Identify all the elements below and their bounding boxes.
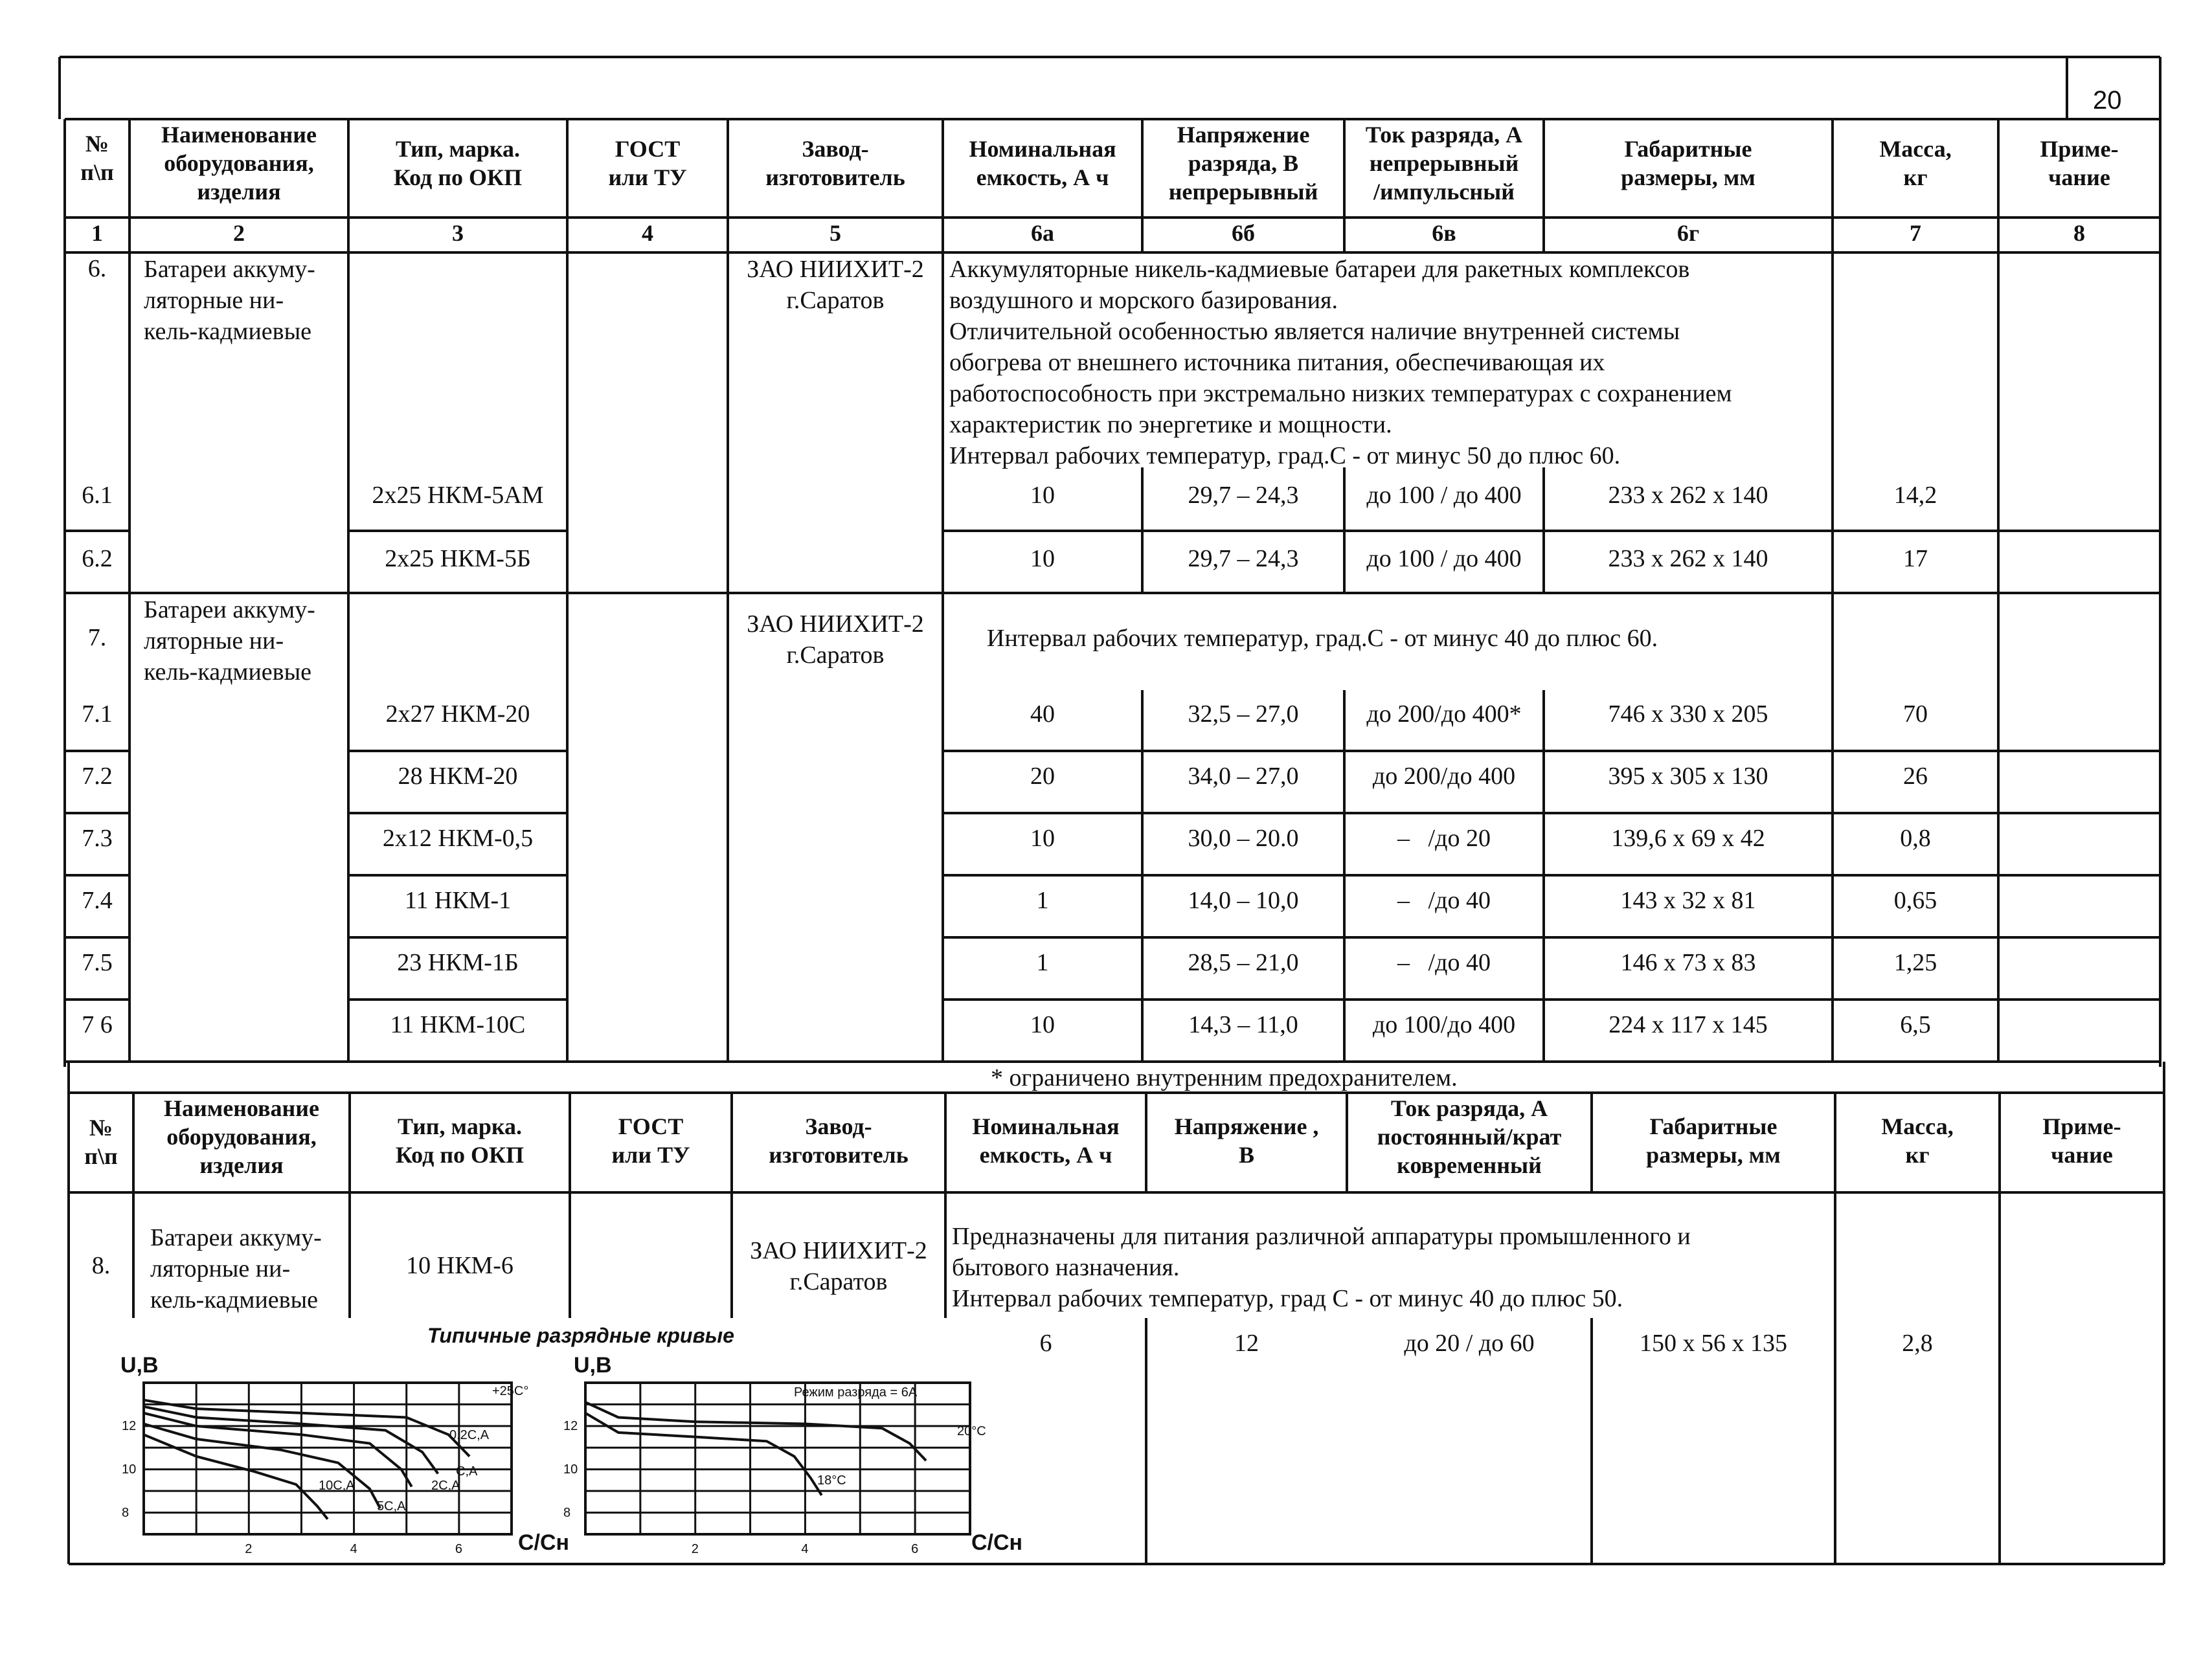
row-type: 23 НКМ-1Б [397, 949, 519, 976]
x-tick-label: 4 [350, 1542, 357, 1556]
colnum-5: 5 [830, 220, 841, 246]
row-voltage: 12 [1234, 1330, 1259, 1357]
y-tick-label: 8 [563, 1505, 571, 1520]
row-type: 2х27 НКМ-20 [385, 700, 530, 728]
colnum-8: 8 [2073, 220, 2085, 246]
row-current: до 200/до 400 [1372, 763, 1516, 790]
chart2-ylabel: U,B [574, 1353, 612, 1378]
row-voltage: 29,7 – 24,3 [1188, 545, 1299, 572]
row-current: до 200/до 400* [1366, 700, 1522, 728]
row-capacity: 6 [1039, 1330, 1052, 1357]
chart1-ylabel: U,B [120, 1353, 159, 1378]
row-no: 7.2 [82, 763, 113, 790]
row-capacity: 10 [1030, 482, 1055, 509]
y-tick-label: 12 [563, 1418, 578, 1433]
header-no: № п\п [80, 131, 114, 185]
chart2-xlabel: С/Сн [971, 1530, 1023, 1555]
row-mass: 0,8 [1900, 825, 1931, 852]
x-tick-label: 4 [801, 1542, 809, 1556]
chart1-annotation: 2С,А [431, 1479, 460, 1493]
row-no: 7.5 [82, 949, 113, 976]
colnum-4: 4 [642, 220, 653, 246]
y-tick-label: 12 [122, 1418, 137, 1433]
colnum-6g: 6г [1676, 220, 1700, 246]
header2-gost: ГОСТ или ТУ [611, 1113, 690, 1168]
header2-dimensions: Габаритные размеры, мм [1646, 1113, 1781, 1168]
row-voltage: 29,7 – 24,3 [1188, 482, 1299, 509]
footnote: * ограничено внутренним предохранителем. [991, 1064, 1458, 1091]
header-current: Ток разряда, А непрерывный /импульсный [1365, 122, 1523, 205]
colnum-6v: 6в [1432, 220, 1456, 246]
row-mass: 1,25 [1893, 949, 1937, 976]
chart1-annotation: 0.2С,А [449, 1428, 490, 1442]
row-dimensions: 150 х 56 х 135 [1640, 1330, 1787, 1357]
chart1-annotation: 5С,А [377, 1499, 406, 1514]
group7-maker: ЗАО НИИХИТ-2 г.Саратов [747, 610, 924, 669]
charts-caption: Типичные разрядные кривые [427, 1324, 734, 1347]
row-no: 7 6 [82, 1011, 113, 1038]
group6-desc-line: воздушного и морского базирования. [949, 287, 1338, 314]
row-voltage: 32,5 – 27,0 [1188, 700, 1299, 728]
header2-current: Ток разряда, А постоянный/крат ковременный [1377, 1095, 1562, 1178]
row-capacity: 40 [1030, 700, 1055, 728]
row-voltage: 14,3 – 11,0 [1188, 1011, 1298, 1038]
row-no: 6.1 [82, 482, 113, 509]
header2-maker: Завод- изготовитель [769, 1113, 909, 1168]
header2-name: Наименование оборудования, изделия [164, 1095, 319, 1178]
colnum-6a: 6а [1031, 220, 1054, 246]
row-dimensions: 746 х 330 х 205 [1608, 700, 1768, 728]
row-current: – /до 40 [1397, 887, 1491, 914]
chart1-annotation: +25С° [492, 1384, 529, 1398]
x-tick-label: 6 [911, 1542, 919, 1556]
row-capacity: 1 [1036, 949, 1049, 976]
group6-maker: ЗАО НИИХИТ-2 г.Саратов [747, 256, 924, 314]
group6-name: Батареи аккуму- ляторные ни- кель-кадмиевые [144, 256, 315, 345]
series-line [585, 1402, 926, 1460]
row-mass: 14,2 [1893, 482, 1937, 509]
group8-name: Батареи аккуму- ляторные ни- кель-кадмиевые [150, 1224, 322, 1313]
header2-voltage: Напряжение , В [1174, 1113, 1319, 1168]
row-type: 11 НКМ-1 [404, 887, 512, 914]
chart2-annotation: 20°С [957, 1424, 986, 1438]
row-type: 28 НКМ-20 [398, 763, 518, 790]
chart1-annotation: С,А [456, 1464, 478, 1479]
row-mass: 6,5 [1900, 1011, 1931, 1038]
group8-no: 8. [91, 1252, 111, 1279]
row-no: 6.2 [82, 545, 113, 572]
chart1-xlabel: С/Сн [518, 1530, 570, 1555]
row-current: до 20 / до 60 [1404, 1330, 1535, 1357]
row-dimensions: 143 х 32 х 81 [1620, 887, 1756, 914]
header-mass: Масса, кг [1879, 136, 1952, 190]
row-voltage: 28,5 – 21,0 [1188, 949, 1299, 976]
row-mass: 26 [1903, 763, 1928, 790]
x-tick-label: 2 [691, 1542, 699, 1556]
series-line [144, 1424, 380, 1508]
row-mass: 70 [1903, 700, 1928, 728]
row-capacity: 10 [1030, 1011, 1055, 1038]
colnum-6b: 6б [1232, 220, 1255, 246]
header2-capacity: Номинальная емкость, А ч [972, 1113, 1120, 1168]
row-type: 2х12 НКМ-0,5 [382, 825, 534, 852]
header-name: Наименование оборудования, изделия [161, 122, 317, 205]
group6-desc-line: Интервал рабочих температур, град.С - от минус 50 до плюс 60. [949, 442, 1621, 469]
header2-type: Тип, марка. Код по ОКП [395, 1113, 525, 1168]
header-note: Приме- чание [2040, 136, 2119, 190]
group7-description: Интервал рабочих температур, град.С - от минус 40 до плюс 60. [987, 625, 1658, 652]
header-maker: Завод- изготовитель [765, 136, 905, 190]
header-dimensions: Габаритные размеры, мм [1621, 136, 1755, 190]
row-voltage: 14,0 – 10,0 [1188, 887, 1299, 914]
row-current: до 100/до 400 [1372, 1011, 1516, 1038]
header-voltage: Напряжение разряда, В непрерывный [1168, 122, 1318, 205]
colnum-3: 3 [452, 220, 464, 246]
group6-desc-line: работоспособность при экстремально низких температурах с сохранением [949, 380, 1732, 407]
group8-desc-line: Интервал рабочих температур, град С - от минус 40 до плюс 50. [952, 1285, 1623, 1312]
discharge-curves-chart-right [585, 1383, 970, 1534]
group6-desc-line: обогрева от внешнего источника питания, обеспечивающая их [949, 349, 1605, 376]
row-voltage: 34,0 – 27,0 [1188, 763, 1299, 790]
group6-desc-line: характеристик по энергетике и мощности. [949, 411, 1392, 438]
row-capacity: 20 [1030, 763, 1055, 790]
chart1-annotation: 10С,А [319, 1479, 355, 1493]
row-current: до 100 / до 400 [1366, 545, 1522, 572]
colnum-1: 1 [91, 220, 103, 246]
row-current: – /до 20 [1397, 825, 1491, 852]
header-capacity: Номинальная емкость, А ч [969, 136, 1116, 190]
group6-desc-line: Аккумуляторные никель-кадмиевые батареи для ракетных комплексов [949, 256, 1690, 283]
group8-desc-line: бытового назначения. [952, 1254, 1180, 1281]
row-type: 2х25 НКМ-5АМ [372, 482, 544, 509]
group6-desc-line: Отличительной особенностью является наличие внутренней системы [949, 318, 1680, 345]
row-no: 7.3 [82, 825, 113, 852]
row-capacity: 1 [1036, 887, 1049, 914]
group7-no: 7. [87, 624, 107, 651]
y-tick-label: 8 [122, 1505, 130, 1520]
header-gost: ГОСТ или ТУ [608, 136, 687, 190]
chart2-annotation: Режим разряда = 6А [794, 1385, 918, 1400]
discharge-curves-chart-left [144, 1383, 512, 1534]
row-dimensions: 233 х 262 х 140 [1608, 545, 1768, 572]
row-mass: 0,65 [1893, 887, 1937, 914]
group7-name: Батареи аккуму- ляторные ни- кель-кадмиевые [144, 596, 315, 686]
row-no: 7.1 [82, 700, 113, 728]
row-dimensions: 224 х 117 х 145 [1608, 1011, 1768, 1038]
header2-note: Приме- чание [2042, 1113, 2121, 1168]
group8-maker: ЗАО НИИХИТ-2 г.Саратов [750, 1237, 927, 1295]
group8-desc-line: Предназначены для питания различной аппаратуры промышленного и [952, 1223, 1691, 1250]
header2-mass: Масса, кг [1881, 1113, 1954, 1168]
header2-no: № п\п [84, 1115, 118, 1169]
row-dimensions: 146 х 73 х 83 [1620, 949, 1756, 976]
chart2-annotation: 18°С [817, 1473, 846, 1488]
group8-type: 10 НКМ-6 [406, 1252, 514, 1279]
row-dimensions: 233 х 262 х 140 [1608, 482, 1768, 509]
y-tick-label: 10 [563, 1462, 578, 1477]
x-tick-label: 6 [455, 1542, 462, 1556]
row-voltage: 30,0 – 20.0 [1188, 825, 1299, 852]
colnum-2: 2 [233, 220, 245, 246]
row-dimensions: 395 х 305 х 130 [1608, 763, 1768, 790]
row-current: до 100 / до 400 [1366, 482, 1522, 509]
colnum-7: 7 [1910, 220, 1921, 246]
row-dimensions: 139,6 х 69 х 42 [1611, 825, 1765, 852]
row-mass: 17 [1903, 545, 1928, 572]
x-tick-label: 2 [245, 1542, 253, 1556]
row-current: – /до 40 [1397, 949, 1491, 976]
row-capacity: 10 [1030, 825, 1055, 852]
row-capacity: 10 [1030, 545, 1055, 572]
row-no: 7.4 [82, 887, 113, 914]
row-mass: 2,8 [1902, 1330, 1933, 1357]
group6-no: 6. [87, 255, 107, 282]
page-number: 20 [2093, 86, 2122, 115]
row-type: 11 НКМ-10С [390, 1011, 526, 1038]
y-tick-label: 10 [122, 1462, 137, 1477]
row-type: 2х25 НКМ-5Б [385, 545, 531, 572]
header-type: Тип, марка. Код по ОКП [393, 136, 523, 190]
